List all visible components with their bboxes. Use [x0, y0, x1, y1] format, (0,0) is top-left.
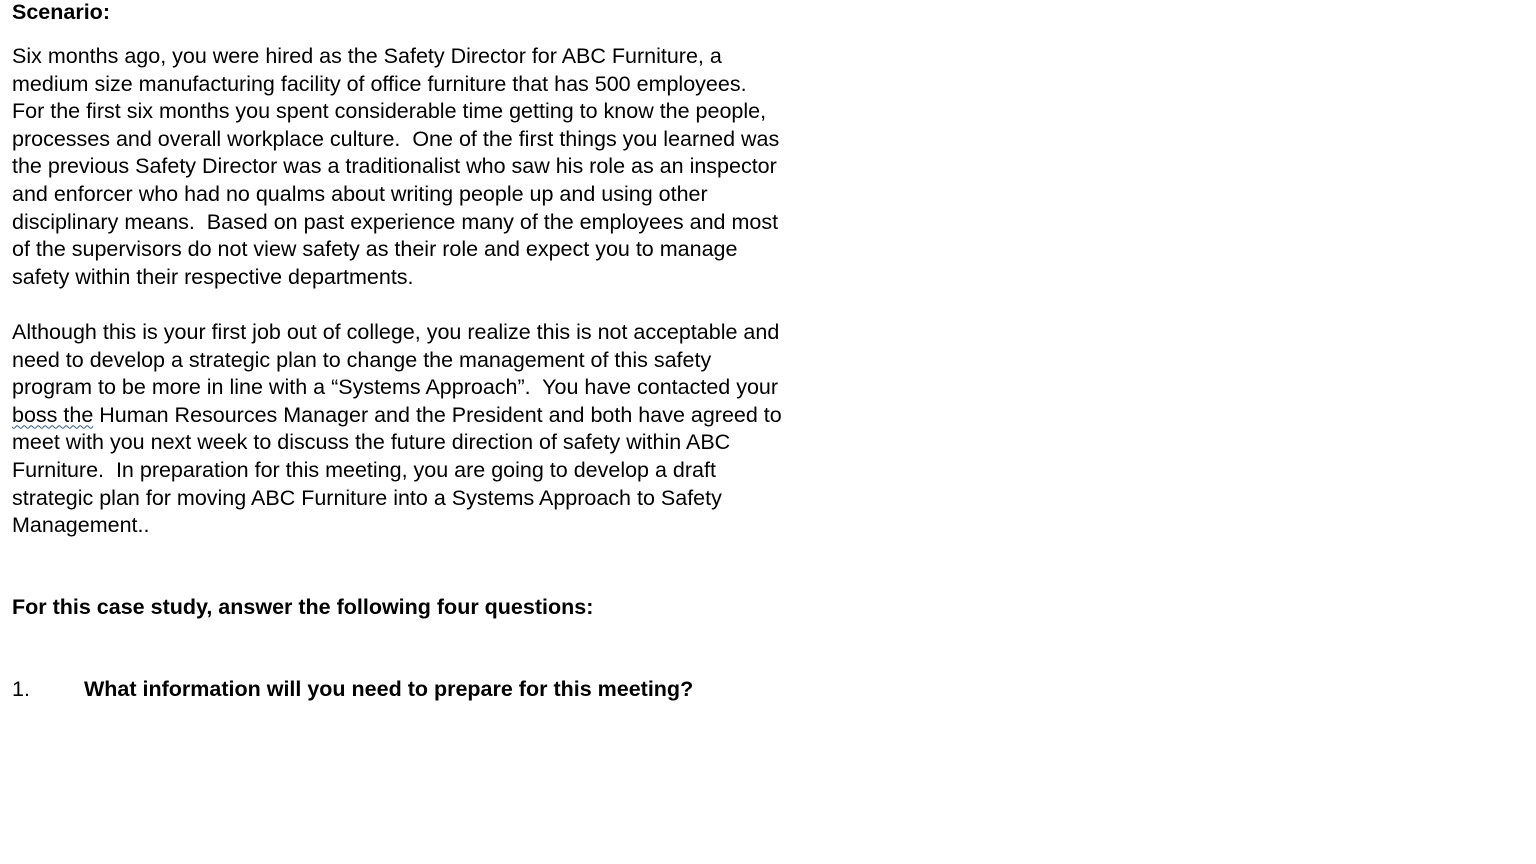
paragraph-line: program to be more in line with a “Systems Approach”. You have contacted your	[12, 375, 779, 400]
paragraph-line: strategic plan for moving ABC Furniture into a Systems Approach to Safety	[12, 485, 722, 510]
paragraph-line: Six months ago, you were hired as the Safety Director for ABC Furniture, a	[12, 44, 722, 68]
question-number: 1.	[12, 677, 30, 702]
paragraph-line: Furniture. In preparation for this meeting, you are going to develop a draft	[12, 457, 716, 482]
paragraph-line: the previous Safety Director was a traditionalist who saw his role as an inspector	[12, 154, 777, 179]
paragraph-line: disciplinary means. Based on past experience many of the employees and most	[12, 209, 779, 234]
scenario-paragraph-1	[12, 43, 892, 291]
paragraph-line: For the first six months you spent considerable time getting to know the people,	[12, 99, 767, 124]
paragraph-line: processes and overall workplace culture. One of the first things you learned was	[12, 126, 780, 151]
paragraph-line: medium size manufacturing facility of office furniture that has 500 employees.	[12, 71, 747, 96]
scenario-heading: Scenario:	[12, 0, 110, 24]
scenario-paragraph-2	[12, 319, 892, 540]
document-body	[12, 0, 892, 704]
paragraph-line: of the supervisors do not view safety as their role and expect you to manage	[12, 237, 738, 262]
paragraph-line-rest: Human Resources Manager and the President and both have agreed to	[93, 402, 782, 427]
questions-prompt: For this case study, answer the following four questions:	[12, 594, 594, 619]
paragraph-line: and enforcer who had no qualms about writing people up and using other	[12, 181, 708, 206]
paragraph-line: safety within their respective departments.	[12, 264, 414, 289]
question-item	[12, 676, 892, 704]
paragraph-line: need to develop a strategic plan to change the management of this safety	[12, 347, 712, 372]
paragraph-line: Although this is your first job out of college, you realize this is not acceptable and	[12, 319, 780, 344]
paragraph-line: meet with you next week to discuss the future direction of safety within ABC	[12, 430, 731, 455]
paragraph-line: Management..	[12, 513, 150, 538]
paragraph-line	[12, 402, 892, 430]
question-text: What information will you need to prepare for this meeting?	[84, 677, 694, 702]
spellcheck-flagged-text[interactable]: boss the	[12, 402, 94, 427]
